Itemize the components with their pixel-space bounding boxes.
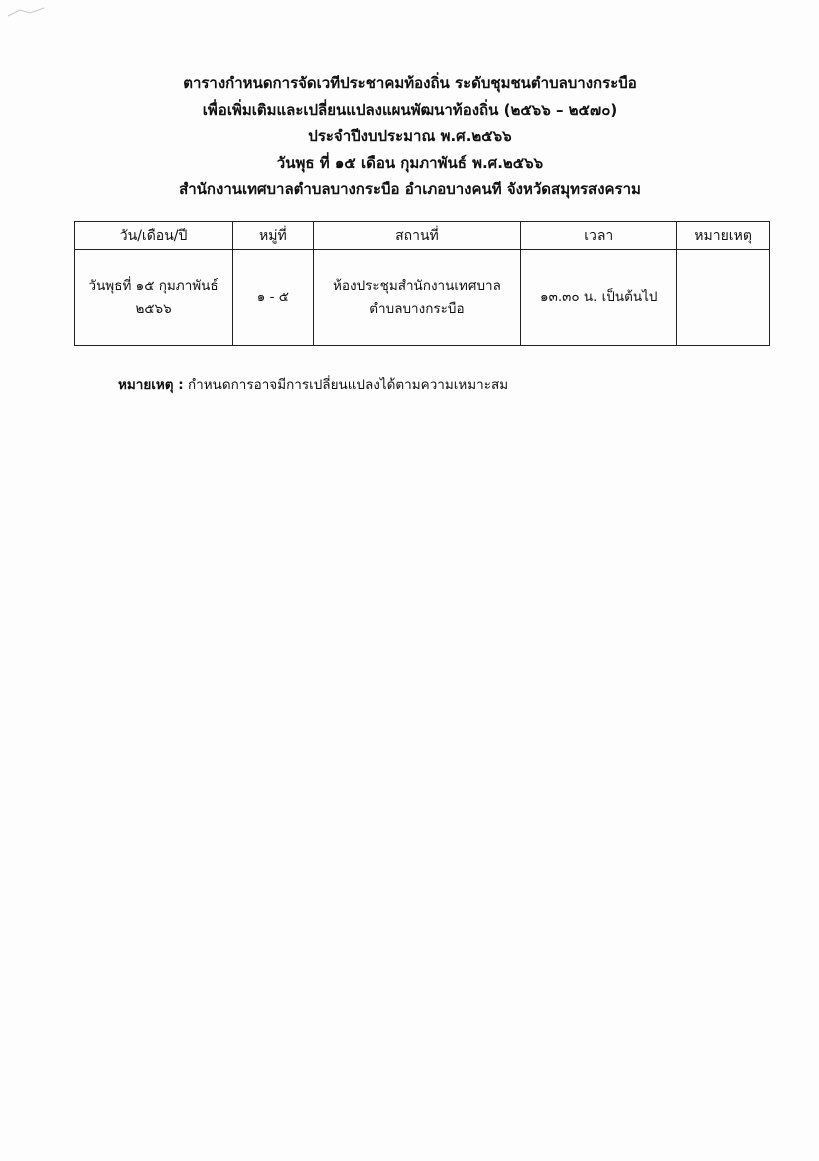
column-header-place: สถานที่ bbox=[313, 222, 521, 250]
column-header-date: วัน/เดือน/ปี bbox=[75, 222, 233, 250]
table-row bbox=[75, 250, 770, 346]
cell-note bbox=[677, 250, 770, 346]
cell-date-line2: ๒๕๖๖ bbox=[135, 300, 172, 317]
cell-place-line2: ตำบลบางกระบือ bbox=[369, 300, 465, 317]
scan-artifact-mark bbox=[6, 6, 46, 18]
column-header-note: หมายเหตุ bbox=[677, 222, 770, 250]
cell-date bbox=[75, 250, 233, 346]
header-title-line: ตารางกำหนดการจัดเวทีประชาคมท้องถิ่น ระดับชุมชนตำบลบางกระบือ bbox=[183, 74, 637, 92]
table-header-row bbox=[75, 222, 770, 250]
header-subtitle-line: เพื่อเพิ่มเติมและเปลี่ยนแปลงแผนพัฒนาท้องถิ่น (๒๕๖๖ – ๒๕๗๐) bbox=[202, 100, 618, 119]
cell-place bbox=[313, 250, 521, 346]
schedule-table bbox=[74, 221, 770, 346]
cell-date-line1: วันพุธที่ ๑๕ กุมภาพันธ์ bbox=[88, 277, 219, 294]
column-header-time: เวลา bbox=[521, 222, 677, 250]
column-header-village: หมู่ที่ bbox=[233, 222, 313, 250]
footnote-label: หมายเหตุ : bbox=[118, 377, 184, 393]
cell-village: ๑ - ๕ bbox=[233, 250, 313, 346]
footnote-text: กำหนดการอาจมีการเปลี่ยนแปลงได้ตามความเหมาะสม bbox=[187, 377, 509, 393]
document-header bbox=[100, 70, 720, 203]
footnote bbox=[118, 373, 508, 395]
header-fiscal-year-line: ประจำปีงบประมาณ พ.ศ.๒๕๖๖ bbox=[308, 127, 512, 145]
cell-time: ๑๓.๓๐ น. เป็นต้นไป bbox=[521, 250, 677, 346]
header-office-line: สำนักงานเทศบาลตำบลบางกระบือ อำเภอบางคนที จังหวัดสมุทรสงคราม bbox=[179, 180, 641, 198]
cell-place-line1: ห้องประชุมสำนักงานเทศบาล bbox=[333, 277, 501, 294]
header-date-line: วันพุธ ที่ ๑๕ เดือน กุมภาพันธ์ พ.ศ.๒๕๖๖ bbox=[276, 153, 544, 172]
